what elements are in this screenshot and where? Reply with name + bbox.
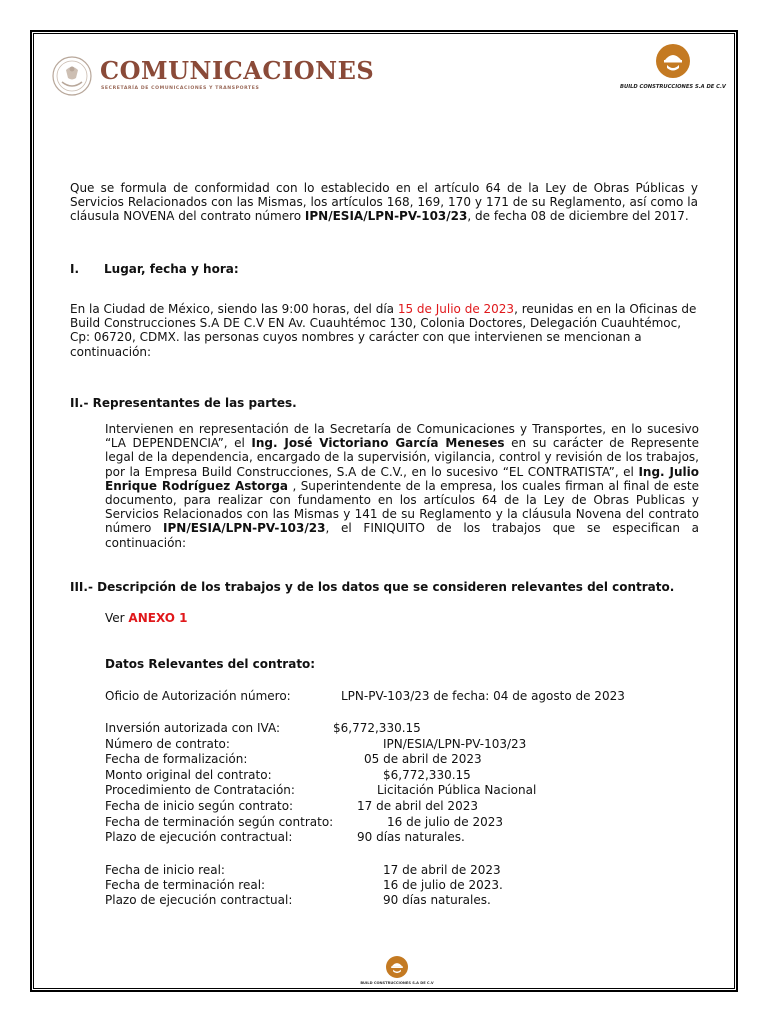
company-name: BUILD CONSTRUCCIONES S.A DE C.V	[620, 84, 726, 90]
relevant-data-title: Datos Relevantes del contrato:	[105, 657, 316, 671]
representative-1: Ing. José Victoriano García Meneses	[251, 436, 505, 451]
contract-data-value: 17 de abril del 2023	[357, 799, 478, 813]
section-1-title: Lugar, fecha y hora:	[104, 262, 239, 276]
contract-data-label: Fecha de terminación según contrato:	[105, 815, 334, 829]
contract-number: IPN/ESIA/LPN-PV-103/23	[304, 209, 468, 224]
real-data-value: 17 de abril de 2023	[383, 863, 501, 877]
contract-data-label: Fecha de inicio según contrato:	[105, 799, 294, 813]
contract-data-value: $6,772,330.15	[383, 768, 471, 782]
oficio-value: LPN-PV-103/23 de fecha: 04 de agosto de 2023	[341, 689, 625, 703]
contract-data-label: Número de contrato:	[105, 737, 230, 751]
section-3-title: III.- Descripción de los trabajos y de los datos que se consideren relevantes del contrato.	[70, 580, 675, 594]
real-data-value: 90 días naturales.	[383, 893, 491, 907]
contract-data-value: 05 de abril de 2023	[364, 752, 482, 766]
real-data-label: Plazo de ejecución contractual:	[105, 893, 293, 907]
real-data-label: Fecha de inicio real:	[105, 863, 225, 877]
contract-data-value: IPN/ESIA/LPN-PV-103/23	[383, 737, 527, 751]
org-title: COMUNICACIONES	[100, 56, 375, 85]
contract-data-value: 16 de julio de 2023	[387, 815, 504, 829]
oficio-label: Oficio de Autorización número:	[105, 689, 291, 703]
contract-number: IPN/ESIA/LPN-PV-103/23	[163, 521, 326, 536]
real-data-label: Fecha de terminación real:	[105, 878, 266, 892]
footer-company-name: BUILD CONSTRUCCIONES S.A DE C.V	[360, 981, 434, 985]
annex-reference: Ver ANEXO 1	[105, 611, 188, 625]
representative-2: Ing. Julio Enrique Rodríguez Astorga	[105, 464, 699, 493]
contract-data-label: Plazo de ejecución contractual:	[105, 830, 293, 844]
org-subtitle: SECRETARÍA DE COMUNICACIONES Y TRANSPORTES	[101, 86, 260, 91]
annex-link: ANEXO 1	[128, 611, 188, 625]
contract-data-label: Monto original del contrato:	[105, 768, 272, 782]
build-constructions-logo-icon	[656, 44, 690, 78]
section-1-number: I.	[70, 262, 80, 276]
contract-data-value: 90 días naturales.	[357, 830, 465, 844]
section-2-title: II.- Representantes de las partes.	[70, 396, 297, 410]
footer-company-logo-icon	[386, 956, 408, 978]
intro-paragraph: Que se formula de conformidad con lo establecido en el artículo 64 de la Ley de Obras Públicas y Servicios Relacionados con las Mismas, los artículos 168, 169, 170 y 171 de su Reglamento, así como la cláusula NOVENA del contrato número IPN/ESIA/LPN-PV-103/23, de fecha 08 de diciembre del 2017.	[70, 181, 698, 224]
section-2-paragraph: Intervienen en representación de la Secretaría de Comunicaciones y Transportes, en lo sucesivo “LA DEPENDENCIA”, el Ing. José Victoriano García Meneses en su carácter de Represente legal de la dependencia, encargado de la supervisión, vigilancia, control y revisión de los trabajos, por la Empresa Build Construcciones, S.A de C.V., en lo sucesivo “EL CONTRATISTA”, el Ing. Julio Enrique Rodríguez Astorga , Superintendente de la empresa, los cuales firman al final de este documento, para realizar con fundamento en los artículos 64 de la Ley de Obras Publicas y Servicios Relacionados con las Mismas y 141 de su Reglamento y la cláusula Novena del contrato número IPN/ESIA/LPN-PV-103/23, el FINIQUITO de los trabajos que se especifican a continuación:	[105, 422, 699, 550]
section-1-paragraph: En la Ciudad de México, siendo las 9:00 horas, del día 15 de Julio de 2023, reunidas en en la Oficinas de Build Construcciones S.A DE C.V EN Av. Cuauhtémoc 130, Colonia Doctores, Delegación Cuauhtémoc, Cp: 06720, CDMX. las personas cuyos nombres y carácter con que intervienen se mencionan a continuación:	[70, 302, 697, 359]
mexico-seal-icon	[52, 56, 92, 96]
contract-data-label: Procedimiento de Contratación:	[105, 783, 295, 797]
real-data-value: 16 de julio de 2023.	[383, 878, 503, 892]
contract-data-label: Fecha de formalización:	[105, 752, 248, 766]
contract-data-value: $6,772,330.15	[333, 721, 421, 735]
meeting-date: 15 de Julio de 2023	[397, 302, 515, 316]
contract-data-value: Licitación Pública Nacional	[377, 783, 537, 797]
contract-data-label: Inversión autorizada con IVA:	[105, 721, 281, 735]
